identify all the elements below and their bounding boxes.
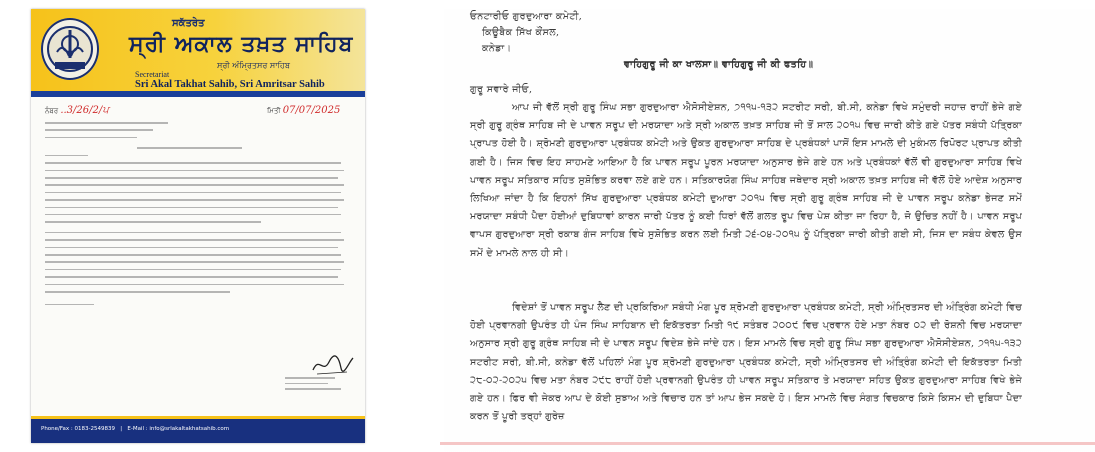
date-label: ਮਿਤੀ <box>267 107 281 115</box>
greeting: ਗੁਰੂ ਸਵਾਰੇ ਜੀਓ, <box>470 84 533 95</box>
letter-thumbnail <box>31 9 365 443</box>
recipient-line-3: ਕਨੇਡਾ। <box>482 43 512 54</box>
footer-email: E-Mail : info@srlakaltakhatsahib.com <box>127 426 230 432</box>
city-punjabi: ਸ੍ਰੀ ਅੰਮ੍ਰਿਤਸਰ ਸਾਹਿਬ <box>217 61 290 70</box>
letterhead-footer: Phone/Fax : 0183-2549839 | E-Mail : info@srlakaltakhatsahib.com <box>31 416 365 443</box>
signature-icon <box>311 352 355 378</box>
paragraph-2: ਵਿਦੇਸ਼ਾਂ ਤੋਂ ਪਾਵਨ ਸਰੂਪ ਲੈਣ ਦੀ ਪ੍ਰਕਿਰਿਆ ਸਬੰਧੀ ਮੰਗ ਪੂਰ ਸ਼੍ਰੋਮਣੀ ਗੁਰਦੁਆਰਾ ਪ੍ਰਬੰਧਕ ਕਮੇਟੀ, ਸ੍ਰੀ ਅੰਮ੍ਰਿਤਸਰ ਦੀ ਅੰਤ੍ਰਿੰਗ ਕਮੇਟੀ ਵਿਚ ਹੋਈ ਪ੍ਰਵਾਨਗੀ ਉਪਰੰਤ ਹੀ ਪੰਜ ਸਿੰਘ ਸਾਹਿਬਾਨ ਦੀ ਇਕੱਤਰਤਾ ਮਿਤੀ ੧੯ ਸਤੰਬਰ ੨੦੦੯ ਵਿਚ ਪ੍ਰਵਾਨ ਹੋਏ ਮਤਾ ਨੰਬਰ ੦੨ ਦੀ ਰੋਸ਼ਨੀ ਵਿਚ ਮਰਯਾਦਾ ਅਨੁਸਾਰ ਸ੍ਰੀ ਗੁਰੂ ਗ੍ਰੰਥ ਸਾਹਿਬ ਜੀ ਦੇ ਪਾਵਨ ਸਰੂਪ ਵਿਦੇਸ਼ ਭੇਜੇ ਜਾਂਦੇ ਹਨ। ਇਸ ਮਾਮਲੇ ਵਿਚ ਸ੍ਰੀ ਗੁਰੂ ਸਿੰਘ ਸਭਾ ਗੁਰਦੁਆਰਾ ਐਸੋਸੀਏਸ਼ਨ, ੭੧੧੫-੧੩੨ ਸਟਰੀਟ ਸਰੀ, ਬੀ.ਸੀ, ਕਨੇਡਾ ਵੱਲੋਂ ਪਹਿਲਾਂ ਮੰਗ ਪੂਰ ਸ਼੍ਰੋਮਣੀ ਗੁਰਦੁਆਰਾ ਪ੍ਰਬੰਧਕ ਕਮੇਟੀ, ਸ੍ਰੀ ਅੰਮ੍ਰਿਤਸਰ ਦੀ ਅੰਤ੍ਰਿੰਗ ਕਮੇਟੀ ਦੀ ਇਕੱਤਰਤਾ ਮਿਤੀ ੨੮-੦੨-੨੦੨੫ ਵਿਚ ਮਤਾ ਨੰਬਰ ੨੯੮ ਰਾਹੀਂ ਹੋਈ ਪ੍ਰਵਾਨਗੀ ਉਪਰੰਤ ਹੀ ਪਾਵਨ ਸਰੂਪ ਸਤਿਕਾਰ ਤੇ ਮਰਯਾਦਾ ਸਹਿਤ ਉਕਤ ਗੁਰਦੁਆਰਾ ਸਾਹਿਬ ਵਿਖੇ ਭੇਜੇ ਗਏ ਹਨ। ਫਿਰ ਵੀ ਜੇਕਰ ਆਪ ਦੇ ਕੋਈ ਸੁਝਾਅ ਅਤੇ ਵਿਚਾਰ ਹਨ ਤਾਂ ਆਪ ਭੇਜ ਸਕਦੇ ਹੋ। ਇਸ ਮਾਮਲੇ ਵਿਚ ਸੰਗਤ ਵਿਚਕਾਰ ਕਿਸੇ ਕਿਸਮ ਦੀ ਦੁਬਿਧਾ ਪੈਦਾ ਕਰਨ ਤੋਂ ਪੂਰੀ ਤਰ੍ਹਾਂ ਗੁਰੇਜ਼ <box>470 302 1022 423</box>
reference-value: ..3/26/2/ਪ <box>60 105 109 116</box>
recipient-line-1: ਓਨਟਾਰੀਓ ਗੁਰਦੁਆਰਾ ਕਮੇਟੀ, <box>470 11 583 22</box>
letterhead-band <box>31 91 365 97</box>
letter-date <box>267 105 340 116</box>
date-value: 07/07/2025 <box>282 105 341 116</box>
footer-phone: Phone/Fax : 0183-2549839 <box>41 426 116 432</box>
letter-body-thumbnail <box>45 122 353 362</box>
khanda-seal-icon <box>41 18 99 80</box>
paragraph-1: ਆਪ ਜੀ ਵੱਲੋਂ ਸ੍ਰੀ ਗੁਰੂ ਸਿੰਘ ਸਭਾ ਗੁਰਦੁਆਰਾ ਐਸੋਸੀਏਸ਼ਨ, ੭੧੧੫-੧੩੨ ਸਟਰੀਟ ਸਰੀ, ਬੀ.ਸੀ, ਕਨੇਡਾ ਵਿਖੇ ਸਮੁੰਦਰੀ ਜਹਾਜ਼ ਰਾਹੀਂ ਭੇਜੇ ਗਏ ਸ੍ਰੀ ਗੁਰੂ ਗ੍ਰੰਥ ਸਾਹਿਬ ਜੀ ਦੇ ਪਾਵਨ ਸਰੂਪ ਦੀ ਮਰਯਾਦਾ ਅਤੇ ਸ੍ਰੀ ਅਕਾਲ ਤਖ਼ਤ ਸਾਹਿਬ ਜੀ ਤੋਂ ਸਾਲ ੨੦੧੫ ਵਿਚ ਜਾਰੀ ਕੀਤੇ ਗਏ ਪੱਤਰ ਸਬੰਧੀ ਪੱਤ੍ਰਿਕਾ ਪ੍ਰਾਪਤ ਹੋਈ ਹੈ। ਸ਼੍ਰੋਮਣੀ ਗੁਰਦੁਆਰਾ ਪ੍ਰਬੰਧਕ ਕਮੇਟੀ ਅਤੇ ਉਕਤ ਗੁਰਦੁਆਰਾ ਸਾਹਿਬ ਦੇ ਪ੍ਰਬੰਧਕਾਂ ਪਾਸੋਂ ਇਸ ਮਾਮਲੇ ਦੀ ਮੁਕੰਮਲ ਰਿਪੋਰਟ ਪ੍ਰਾਪਤ ਕੀਤੀ ਗਈ ਹੈ। ਜਿਸ ਵਿਚ ਇਹ ਸਾਹਮਣੇ ਆਇਆ ਹੈ ਕਿ ਪਾਵਨ ਸਰੂਪ ਪੂਰਨ ਮਰਯਾਦਾ ਅਨੁਸਾਰ ਭੇਜੇ ਗਏ ਹਨ ਅਤੇ ਪ੍ਰਬੰਧਕਾਂ ਵੱਲੋਂ ਵੀ ਗੁਰਦੁਆਰਾ ਸਾਹਿਬ ਵਿਖੇ ਪਾਵਨ ਸਰੂਪ ਸਤਿਕਾਰ ਸਹਿਤ ਸੁਸ਼ੋਭਿਤ ਕਰਵਾ ਲਏ ਗਏ ਹਨ। ਸਤਿਕਾਰਯੋਗ ਸਿੰਘ ਸਾਹਿਬ ਜਥੇਦਾਰ ਸ੍ਰੀ ਅਕਾਲ ਤਖ਼ਤ ਸਾਹਿਬ ਜੀ ਵੱਲੋਂ ਹੋਏ ਆਦੇਸ਼ ਅਨੁਸਾਰ ਲਿਖਿਆ ਜਾਂਦਾ ਹੈ ਕਿ ਇਹਨਾਂ ਸਿੱਖ ਗੁਰਦੁਆਰਾ ਪ੍ਰਬੰਧਕ ਕਮੇਟੀ ਦੁਆਰਾ ੨੦੧੫ ਵਿਚ ਸ੍ਰੀ ਗੁਰੂ ਗ੍ਰੰਥ ਸਾਹਿਬ ਜੀ ਦੇ ਪਾਵਨ ਸਰੂਪ ਕਨੇਡਾ ਭੇਜਣ ਸਮੇਂ ਮਰਯਾਦਾ ਸਬੰਧੀ ਪੈਦਾ ਹੋਈਆਂ ਦੁਬਿਧਾਵਾਂ ਕਾਰਨ ਜਾਰੀ ਪੱਤਰ ਨੂੰ ਕਈ ਧਿਰਾਂ ਵੱਲੋਂ ਗਲਤ ਰੂਪ ਵਿਚ ਪੇਸ਼ ਕੀਤਾ ਜਾ ਰਿਹਾ ਹੈ, ਜੋ ਉਚਿਤ ਨਹੀਂ ਹੈ। ਪਾਵਨ ਸਰੂਪ ਵਾਪਸ ਗੁਰਦੁਆਰਾ ਸ੍ਰੀ ਰਕਾਬ ਗੰਜ ਸਾਹਿਬ ਵਿਖੇ ਸੁਸ਼ੋਭਿਤ ਕਰਨ ਲਈ ਮਿਤੀ ੨੬-੦੪-੨੦੧੫ ਨੂੰ ਪੱਤ੍ਰਿਕਾ ਜਾਰੀ ਕੀਤੀ ਗਈ ਸੀ, ਜਿਸ ਦਾ ਸਬੰਧ ਕੇਵਲ ਉਸ ਸਮੇਂ ਦੇ ਮਾਮਲੇ ਨਾਲ ਹੀ ਸੀ। <box>470 102 1022 259</box>
page-edge <box>440 442 1095 445</box>
signatory-block <box>285 377 347 394</box>
secretariat-label-punjabi: ਸਕੱਤਰੇਤ <box>172 18 205 29</box>
reference-label: ਨੰਬਰ <box>45 107 59 115</box>
secretariat-label-english: Secretariat <box>135 70 170 79</box>
letter-page <box>444 9 1095 452</box>
reference-number <box>45 105 109 116</box>
recipient-line-2: ਕਿਊਬੈਕ ਸਿੱਖ ਕੌਂਸਲ, <box>482 27 560 38</box>
salutation-title: ਵਾਹਿਗੁਰੂ ਜੀ ਕਾ ਖਾਲਸਾ॥ ਵਾਹਿਗੁਰੂ ਜੀ ਕੀ ਫਤਹਿ॥ <box>624 59 814 70</box>
institution-name-english: Sri Akal Takhat Sahib, Sri Amritsar Sahib <box>135 79 325 90</box>
institution-name-punjabi: ਸ੍ਰੀ ਅਕਾਲ ਤਖ਼ਤ ਸਾਹਿਬ <box>129 31 354 57</box>
